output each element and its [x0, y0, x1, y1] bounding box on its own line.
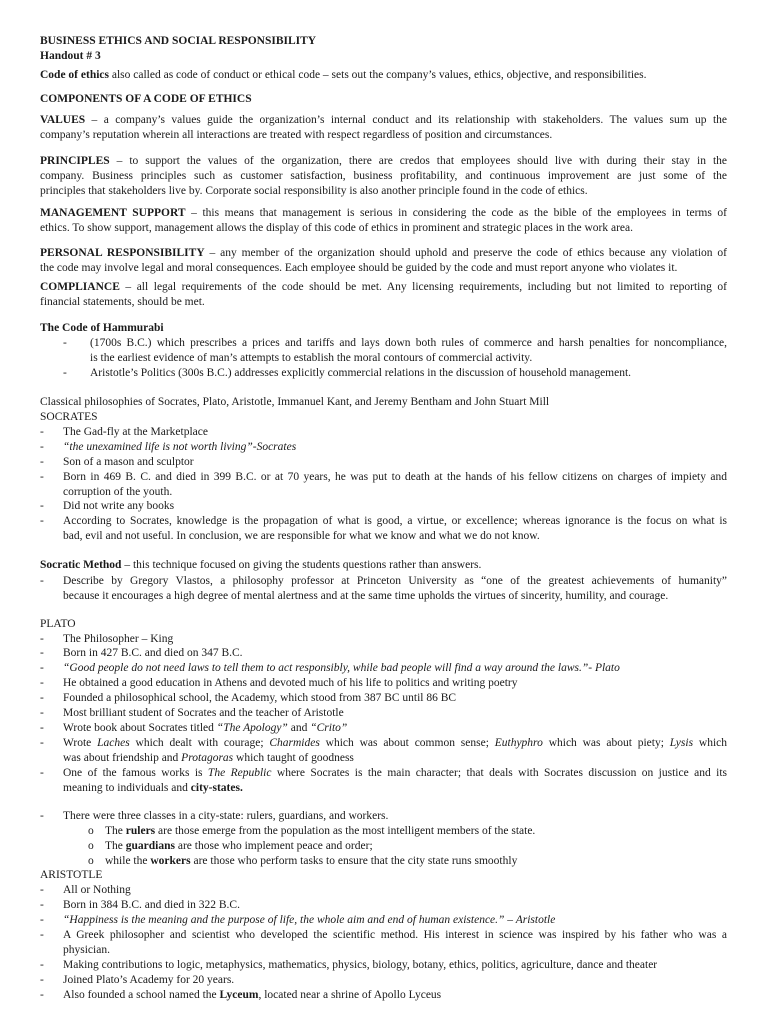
sub-bullet-item — [88, 839, 727, 854]
bullet-item — [40, 928, 727, 958]
paragraph-line — [40, 280, 727, 295]
paragraph-line — [40, 246, 727, 261]
bullet-item — [40, 676, 727, 691]
line-text: – to support the values of the organization, there are credos that employees should live with during their stay in the — [109, 155, 727, 167]
bullet-marker: - — [40, 471, 44, 483]
paragraph-values — [40, 113, 727, 143]
class-name: guardians — [125, 840, 175, 852]
bullet-item — [40, 883, 727, 898]
line-text: – any member of the organization should uphold and preserve the code of ethics because any violation of — [204, 247, 727, 259]
definition-text: also called as code of conduct or ethical code – sets out the company’s values, ethics, objective, and responsibilities. — [109, 69, 647, 81]
bullet-item — [63, 366, 727, 381]
bullet-marker: - — [40, 959, 44, 971]
bullet-item — [40, 440, 727, 455]
bullet-text: physician. — [63, 944, 110, 956]
quote-text: “Good people do not need laws to tell them to act responsibly, while bad people will find a way around the laws.”- Plato — [63, 662, 620, 674]
paragraph-compliance — [40, 280, 727, 310]
paragraph-line: company’s reputation wherein all interactions are treated with respect regardless of position and circumstances. — [40, 129, 553, 141]
run-text: which dealt with courage; — [129, 737, 270, 749]
bullet-item — [40, 455, 727, 470]
bullet-text: Son of a mason and sculptor — [63, 456, 194, 468]
bullet-marker: - — [40, 722, 44, 734]
term-label: MANAGEMENT SUPPORT — [40, 207, 186, 219]
work-title: Lysis — [669, 737, 694, 749]
run-text: Wrote book about Socrates titled — [63, 722, 217, 734]
term-label: PERSONAL RESPONSIBILITY — [40, 247, 205, 259]
bullet-item — [40, 632, 727, 647]
line-text: – all legal requirements of the code should be met. Any licensing requirements, including but not limited to reporting of — [119, 281, 727, 293]
bullet-text: The Philosopher – King — [63, 633, 174, 645]
run-text: , located near a shrine of Apollo Lyceus — [258, 989, 442, 1001]
bullet-text: (1700s B.C.) which prescribes a prices and tariffs and lays down both rules of commerce and harsh penalties for noncompliance, — [90, 337, 727, 349]
run-text: while the — [105, 855, 151, 867]
paragraph-line: company. Business principles such as customer satisfaction, business profitability, and continuous improvement are just some of the — [40, 170, 727, 182]
sub-bullet-marker: o — [88, 840, 94, 852]
bullet-text — [105, 839, 727, 854]
work-title: Charmides — [269, 737, 320, 749]
bullet-item — [40, 736, 727, 766]
bullet-marker: - — [40, 677, 44, 689]
bullet-text: Making contributions to logic, metaphysics, mathematics, physics, biology, botany, ethics, politics, agriculture, dance and theater — [63, 959, 658, 971]
paragraph-management-support — [40, 206, 727, 236]
run-text: The — [105, 840, 126, 852]
section-heading-socrates: SOCRATES — [40, 411, 98, 423]
bullet-text: Did not write any books — [63, 500, 175, 512]
bullet-item — [63, 336, 727, 366]
work-title: Protagoras — [181, 752, 234, 764]
line-text: – this means that management is serious in considering the code as the bible of the employees in terms of — [185, 207, 727, 219]
bullet-text: Born in 469 B. C. and died in 399 B.C. or at 70 years, he was put to death at the hands of his fellow citizens on charges of impiety and — [63, 471, 727, 483]
class-name: workers — [150, 855, 191, 867]
bullet-text: is the earliest evidence of man’s attempts to establish the moral contours of commercial activity. — [90, 352, 533, 364]
bullet-marker: - — [40, 500, 44, 512]
bullet-marker: - — [40, 914, 44, 926]
bullet-item — [40, 574, 727, 604]
paragraph-socratic-method — [40, 558, 727, 573]
bullet-text — [63, 766, 727, 781]
paragraph-line — [40, 113, 727, 128]
bullet-marker: - — [40, 737, 44, 749]
bullet-item — [40, 425, 727, 440]
bullet-item — [40, 661, 727, 676]
paragraph-line: ethics. To show support, management allows the display of this code of ethics in prominent and strategic places in the work area. — [40, 222, 633, 234]
sub-bullet-item — [88, 824, 727, 839]
bullet-item — [40, 646, 727, 661]
term-label: PRINCIPLES — [40, 155, 110, 167]
work-title: Laches — [97, 737, 130, 749]
work-title: “Crito” — [310, 722, 348, 734]
bullet-marker: - — [40, 989, 44, 1001]
term-label: Socratic Method — [40, 559, 122, 571]
bullet-text: Most brilliant student of Socrates and the teacher of Aristotle — [63, 707, 344, 719]
emphasis-text: Lyceum — [219, 989, 259, 1001]
bullet-text: Born in 384 B.C. and died in 322 B.C. — [63, 899, 240, 911]
run-text: which — [693, 737, 727, 749]
run-text: and — [287, 722, 311, 734]
paragraph-line — [40, 206, 727, 221]
bullet-item — [40, 706, 727, 721]
bullet-marker: - — [40, 707, 44, 719]
work-title: The Republic — [207, 767, 272, 779]
bullet-marker: - — [40, 974, 44, 986]
run-text: One of the famous works is — [63, 767, 208, 779]
bullet-marker: - — [40, 929, 44, 941]
bullet-text: According to Socrates, knowledge is the propagation of what is good, a virtue, or excellence; whereas ignorance is the focus on what is — [63, 515, 727, 527]
bullet-text — [105, 854, 727, 869]
bullet-item — [40, 913, 727, 928]
paragraph-line — [40, 154, 727, 169]
bullet-text: Born in 427 B.C. and died on 347 B.C. — [63, 647, 243, 659]
bullet-item — [40, 898, 727, 913]
bullet-item — [40, 514, 727, 544]
bullet-text: Joined Plato’s Academy for 20 years. — [63, 974, 235, 986]
emphasis-text: city-states. — [190, 782, 243, 794]
bullet-item — [40, 973, 727, 988]
bullet-text — [63, 988, 727, 1003]
bullet-marker: - — [40, 647, 44, 659]
bullet-text: bad, evil and not useful. In conclusion, we are responsible for what we know and what we do not know. — [63, 530, 540, 542]
paragraph-line: principles that stakeholders live by. Corporate social responsibility is also another principle found in the code of ethics. — [40, 185, 588, 197]
bullet-text — [63, 781, 727, 796]
run-text: The — [105, 825, 126, 837]
run-text: which taught of goodness — [233, 752, 354, 764]
quote-text: “Happiness is the meaning and the purpose of life, the whole aim and end of human existence.” – Aristotle — [63, 914, 556, 926]
bullet-item — [40, 766, 727, 796]
section-heading-hammurabi: The Code of Hammurabi — [40, 322, 164, 334]
run-text: are those emerge from the population as the most intelligent members of the state. — [155, 825, 536, 837]
run-text: are those who perform tasks to ensure that the city state runs smoothly — [190, 855, 518, 867]
section-heading-components: COMPONENTS OF A CODE OF ETHICS — [40, 93, 252, 105]
bullet-marker: - — [40, 426, 44, 438]
bullet-marker: - — [40, 575, 44, 587]
bullet-item — [40, 470, 727, 500]
bullet-item — [40, 691, 727, 706]
term-label: COMPLIANCE — [40, 281, 120, 293]
bullet-marker: - — [40, 884, 44, 896]
line-text: – a company’s values guide the organization’s internal conduct and its relationship with stakeholders. The values sum up the — [85, 114, 727, 126]
sub-bullet-marker: o — [88, 825, 94, 837]
bullet-marker: - — [40, 662, 44, 674]
bullet-marker: - — [40, 810, 44, 822]
bullet-text: There were three classes in a city-state: rulers, guardians, and workers. — [63, 810, 389, 822]
sub-bullet-marker: o — [88, 855, 94, 867]
run-text: which was about common sense; — [319, 737, 495, 749]
paragraph-code-of-ethics — [40, 68, 727, 83]
bullet-item — [40, 499, 727, 514]
run-text: which was about piety; — [542, 737, 670, 749]
run-text: Also founded a school named the — [63, 989, 220, 1001]
run-text: where Socrates is the main character; that deals with Socrates discussion on justice and its — [271, 767, 727, 779]
bullet-text — [105, 824, 727, 839]
run-text: was about friendship and — [63, 752, 182, 764]
run-text: are those who implement peace and order; — [174, 840, 373, 852]
bullet-marker: - — [40, 456, 44, 468]
bullet-text: Aristotle’s Politics (300s B.C.) addresses explicitly commercial relations in the discussion of household management. — [90, 367, 632, 379]
bullet-item — [40, 721, 727, 736]
bullet-text — [63, 751, 727, 766]
bullet-text: corruption of the youth. — [63, 486, 173, 498]
bullet-marker: - — [40, 441, 44, 453]
bullet-marker: - — [63, 367, 67, 379]
bullet-item — [40, 809, 727, 824]
bullet-item — [40, 958, 727, 973]
paragraph-line: the code may involve legal and moral consequences. Each employee should be guided by the code and must report anyone who violates it. — [40, 262, 678, 274]
handout-number: Handout # 3 — [40, 50, 101, 62]
document-title: BUSINESS ETHICS AND SOCIAL RESPONSIBILITY — [40, 35, 317, 47]
paragraph-line: financial statements, should be met. — [40, 296, 205, 308]
bullet-text: Founded a philosophical school, the Academy, which stood from 387 BC until 86 BC — [63, 692, 457, 704]
work-title: “The Apology” — [216, 722, 288, 734]
paragraph-personal-responsibility — [40, 246, 727, 276]
section-heading-plato: PLATO — [40, 618, 76, 630]
run-text: meaning to individuals and — [63, 782, 191, 794]
bullet-marker: - — [40, 899, 44, 911]
bullet-item — [40, 988, 727, 1003]
definition-text: – this technique focused on giving the students questions rather than answers. — [121, 559, 482, 571]
bullet-text: All or Nothing — [63, 884, 131, 896]
paragraph-principles — [40, 154, 727, 199]
bullet-text: He obtained a good education in Athens and devoted much of his life to politics and writing poetry — [63, 677, 518, 689]
quote-text: “the unexamined life is not worth living”-Socrates — [63, 441, 297, 453]
sub-bullet-item — [88, 854, 727, 869]
bullet-text — [63, 736, 727, 751]
classical-philosophies-intro: Classical philosophies of Socrates, Plato, Aristotle, Immanuel Kant, and Jeremy Bentham and John Stuart Mill — [40, 396, 550, 408]
bullet-text — [63, 721, 727, 736]
class-name: rulers — [125, 825, 156, 837]
bullet-text: The Gad-fly at the Marketplace — [63, 426, 208, 438]
section-heading-aristotle: ARISTOTLE — [40, 869, 103, 881]
term-label: Code of ethics — [40, 69, 109, 81]
bullet-marker: - — [40, 633, 44, 645]
run-text: Wrote — [63, 737, 98, 749]
bullet-marker: - — [40, 515, 44, 527]
bullet-marker: - — [63, 337, 67, 349]
bullet-marker: - — [40, 767, 44, 779]
term-label: VALUES — [40, 114, 86, 126]
bullet-text: A Greek philosopher and scientist who developed the scientific method. His interest in science was inspired by his father who was a — [63, 929, 727, 941]
work-title: Euthyphro — [494, 737, 543, 749]
bullet-text: Describe by Gregory Vlastos, a philosophy professor at Princeton University as “one of the greatest achievements of humanity” — [63, 575, 727, 587]
bullet-marker: - — [40, 692, 44, 704]
bullet-text: because it encourages a high degree of mental alertness and at the same time upholds the virtues of sincerity, humility, and courage. — [63, 590, 669, 602]
